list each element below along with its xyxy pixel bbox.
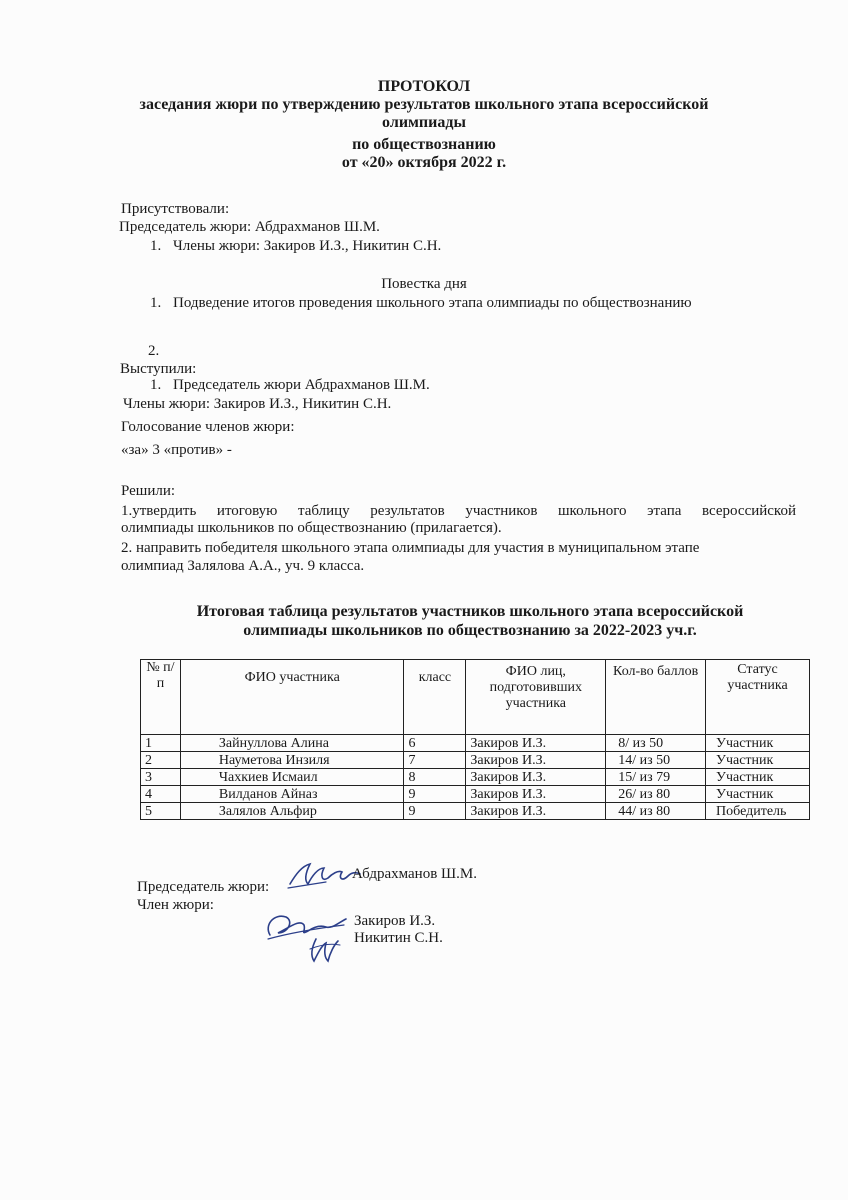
table-row	[141, 786, 810, 803]
cell-grade: 7	[404, 752, 466, 769]
cell-score: 44/ из 80	[606, 803, 706, 820]
col-header-name: ФИО участника	[180, 660, 404, 735]
agenda-title: Повестка дня	[381, 276, 467, 292]
chair-signature-image	[286, 858, 362, 892]
member-signature-label: Член жюри:	[137, 897, 214, 913]
cell-grade: 8	[404, 769, 466, 786]
cell-status: Участник	[706, 786, 810, 803]
cell-score: 14/ из 50	[606, 752, 706, 769]
member-1-signature-name: Закиров И.З.	[354, 913, 436, 929]
vote-label: Голосование членов жюри:	[121, 419, 295, 435]
cell-score: 15/ из 79	[606, 769, 706, 786]
members-number: 1.	[150, 238, 162, 254]
members-line: Члены жюри: Закиров И.З., Никитин С.Н.	[173, 238, 442, 254]
col-header-grade: класс	[404, 660, 466, 735]
speaker-1: Председатель жюри Абдрахманов Ш.М.	[173, 377, 430, 393]
col-header-teacher: ФИО лиц, подготовивших участника	[466, 660, 606, 735]
decision-item-2-cont: олимпиад Залялова А.А., уч. 9 класса.	[121, 558, 365, 574]
cell-name: Зайнуллова Алина	[180, 735, 404, 752]
cell-num: 4	[141, 786, 181, 803]
cell-teacher: Закиров И.З.	[466, 786, 606, 803]
table-row	[141, 752, 810, 769]
speaker-1-number: 1.	[150, 377, 162, 393]
member-2-signature-name: Никитин С.Н.	[354, 930, 443, 946]
decision-item-1: 1.утвердить итоговую таблицу результатов участников школьного этапа всероссийской	[121, 503, 796, 519]
cell-num: 2	[141, 752, 181, 769]
chair-signature-name: Абдрахманов Ш.М.	[352, 866, 477, 882]
protocol-date: от «20» октября 2022 г.	[341, 154, 507, 171]
cell-grade: 6	[404, 735, 466, 752]
vote-result: «за» 3 «против» -	[121, 442, 232, 458]
col-header-status: Статус участника	[706, 660, 810, 735]
speakers-label: Выступили:	[120, 361, 197, 377]
col-header-num: № п/п	[141, 660, 181, 735]
cell-name: Науметова Инзиля	[180, 752, 404, 769]
cell-score: 8/ из 50	[606, 735, 706, 752]
agenda-item-1: Подведение итогов проведения школьного этапа олимпиады по обществознанию	[173, 295, 692, 311]
cell-teacher: Закиров И.З.	[466, 752, 606, 769]
protocol-subtitle: заседания жюри по утверждению результатов школьного этапа всероссийской	[139, 96, 709, 113]
cell-name: Чахкиев Исмаил	[180, 769, 404, 786]
cell-status: Победитель	[706, 803, 810, 820]
speakers-members: Члены жюри: Закиров И.З., Никитин С.Н.	[123, 396, 392, 412]
member-signatures-image	[260, 905, 350, 967]
cell-teacher: Закиров И.З.	[466, 735, 606, 752]
table-title: Итоговая таблица результатов участников школьного этапа всероссийской	[196, 603, 744, 620]
cell-grade: 9	[404, 786, 466, 803]
decision-item-2: 2. направить победителя школьного этапа олимпиады для участия в муниципальном этапе	[121, 540, 700, 556]
col-header-score: Кол-во баллов	[606, 660, 706, 735]
chair-signature-label: Председатель жюри:	[137, 879, 270, 895]
agenda-item-2-number: 2.	[148, 343, 160, 359]
protocol-subtitle-cont: олимпиады	[382, 114, 466, 131]
cell-num: 5	[141, 803, 181, 820]
cell-status: Участник	[706, 752, 810, 769]
attendance-label: Присутствовали:	[121, 201, 230, 217]
cell-status: Участник	[706, 769, 810, 786]
cell-grade: 9	[404, 803, 466, 820]
table-title-cont: олимпиады школьников по обществознанию за 2022-2023 уч.г.	[243, 622, 697, 639]
cell-name: Залялов Альфир	[180, 803, 404, 820]
chair-line: Председатель жюри: Абдрахманов Ш.М.	[119, 219, 380, 235]
cell-status: Участник	[706, 735, 810, 752]
table-row	[141, 803, 810, 820]
cell-num: 1	[141, 735, 181, 752]
cell-num: 3	[141, 769, 181, 786]
cell-teacher: Закиров И.З.	[466, 803, 606, 820]
table-header-row	[141, 660, 810, 735]
table-row	[141, 769, 810, 786]
decision-label: Решили:	[121, 483, 176, 499]
cell-teacher: Закиров И.З.	[466, 769, 606, 786]
agenda-item-1-number: 1.	[150, 295, 162, 311]
table-row	[141, 735, 810, 752]
cell-score: 26/ из 80	[606, 786, 706, 803]
cell-name: Вилданов Айназ	[180, 786, 404, 803]
decision-item-1-cont: олимпиады школьников по обществознанию (прилагается).	[121, 520, 502, 536]
protocol-subject: по обществознанию	[352, 136, 496, 153]
protocol-title: ПРОТОКОЛ	[377, 78, 471, 95]
results-table	[140, 659, 810, 820]
